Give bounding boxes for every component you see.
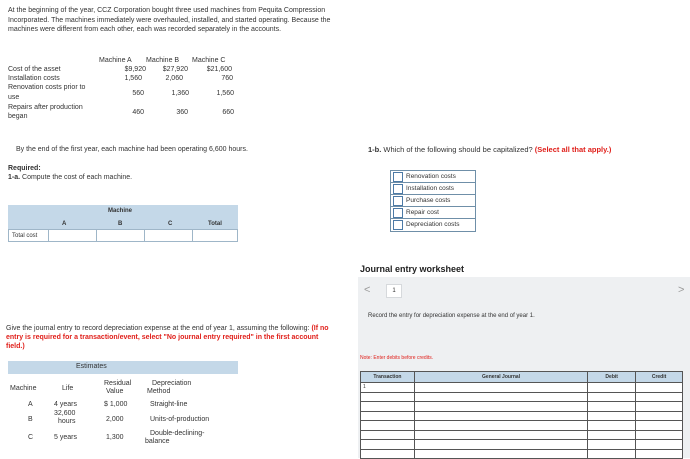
cost-input-total[interactable] — [193, 230, 237, 241]
table-row — [361, 392, 683, 402]
option-installation-costs[interactable] — [391, 183, 475, 195]
prev-arrow-icon[interactable]: < — [364, 284, 371, 296]
debit-input[interactable] — [588, 402, 636, 412]
capitalize-options — [390, 170, 476, 232]
est-residual-b: 2,000 — [106, 416, 124, 423]
credit-input[interactable] — [636, 411, 683, 421]
cost-row-label: Renovation costs prior to — [8, 84, 86, 91]
checkbox[interactable] — [393, 208, 403, 218]
cost-row-label-cont: began — [8, 113, 28, 120]
header-machine-c: Machine C — [192, 57, 226, 64]
est-life-b-unit: hours — [58, 418, 76, 425]
est-method-b: Units-of-production — [150, 416, 210, 423]
cost-input-b[interactable] — [97, 230, 143, 241]
estimates-header-band — [8, 361, 238, 374]
txn-cell — [361, 449, 415, 459]
account-select[interactable] — [414, 402, 587, 412]
cost-cell: $9,920 — [124, 66, 146, 73]
est-machine-c: C — [28, 434, 34, 441]
txn-cell — [361, 392, 415, 402]
debits-before-credits-note: Note: Enter debits before credits. — [360, 355, 434, 361]
account-select[interactable] — [414, 392, 587, 402]
table-row — [361, 430, 683, 440]
option-repair-cost[interactable] — [391, 207, 475, 219]
cost-cell: 2,060 — [165, 75, 183, 82]
credit-input[interactable] — [636, 430, 683, 440]
cost-row-label: Installation costs — [8, 75, 60, 82]
journal-instructions-text: Give the journal entry to record depreciation expense at the end of year 1, assuming the following: — [6, 325, 312, 332]
est-method-c-cont: balance — [145, 438, 170, 445]
est-life-b: 32,600 — [54, 410, 76, 417]
est-machine-a: A — [28, 401, 33, 408]
checkbox[interactable] — [393, 196, 403, 206]
est-method-a: Straight-line — [150, 401, 188, 408]
journal-instructions-note: (If no entry is required for a transaction/event, select "No journal entry required" in the first account field.) — [6, 325, 329, 350]
option-label: Renovation costs — [406, 173, 456, 180]
est-machine-b: B — [28, 416, 33, 423]
header-machine-b: Machine B — [146, 57, 180, 64]
question-1b — [368, 145, 611, 154]
credit-input[interactable] — [636, 440, 683, 450]
txn-cell — [361, 430, 415, 440]
account-select[interactable] — [414, 421, 587, 431]
cost-cell: 360 — [176, 109, 188, 116]
account-select[interactable] — [414, 411, 587, 421]
table-1a-col-a: A — [62, 221, 67, 227]
page-tab-1[interactable]: 1 — [386, 284, 402, 298]
operating-hours-text: By the end of the first year, each machine had been operating 6,600 hours. — [16, 146, 248, 153]
col-debit: Debit — [588, 372, 636, 383]
table-1a-col-c: C — [168, 221, 173, 227]
txn-cell — [361, 440, 415, 450]
checkbox[interactable] — [393, 184, 403, 194]
cost-row-label: Cost of the asset — [8, 66, 61, 73]
debit-input[interactable] — [588, 383, 636, 393]
q1b-text: Which of the following should be capitalized? — [381, 145, 535, 154]
checkbox[interactable] — [393, 172, 403, 182]
journal-instructions — [6, 324, 336, 351]
cost-cell: $27,920 — [162, 66, 188, 73]
table-1a-row-label: Total cost — [12, 233, 38, 239]
q1b-number: 1-b. — [368, 145, 382, 154]
cost-input-c[interactable] — [145, 230, 191, 241]
credit-input[interactable] — [636, 383, 683, 393]
cost-cell: 560 — [132, 90, 144, 97]
est-residual-a: $ 1,000 — [104, 401, 128, 408]
journal-worksheet-title: Journal entry worksheet — [360, 264, 465, 274]
journal-table — [360, 371, 683, 459]
estimates-title: Estimates — [76, 363, 107, 370]
option-renovation-costs[interactable] — [391, 171, 475, 183]
account-select[interactable] — [414, 430, 587, 440]
est-header-value: Value — [106, 388, 124, 395]
table-row — [361, 402, 683, 412]
cost-cell: 460 — [132, 109, 144, 116]
cost-cell: 1,360 — [171, 90, 189, 97]
requirement-1a — [8, 174, 132, 181]
cost-input-a[interactable] — [49, 230, 95, 241]
problem-intro: At the beginning of the year, CCZ Corporation bought three used machines from Pequita Compression Incorporated. The machines immediately were overhauled, installed, and started operating. Because the machines were different from each other, each was recorded separately in the accounts. — [8, 7, 331, 33]
option-label: Repair cost — [406, 209, 439, 216]
est-life-c: 5 years — [54, 434, 77, 441]
est-header-method: Method — [147, 388, 171, 395]
cost-cell: 760 — [221, 75, 233, 82]
debit-input[interactable] — [588, 411, 636, 421]
credit-input[interactable] — [636, 449, 683, 459]
debit-input[interactable] — [588, 392, 636, 402]
option-depreciation-costs[interactable] — [391, 219, 475, 231]
cost-cell: 660 — [222, 109, 234, 116]
account-select[interactable] — [414, 449, 587, 459]
debit-input[interactable] — [588, 421, 636, 431]
table-row — [361, 411, 683, 421]
txn-number: 1 — [361, 383, 415, 393]
table-row — [361, 440, 683, 450]
est-header-life: Life — [62, 385, 74, 392]
option-label: Purchase costs — [406, 197, 451, 204]
table-row — [361, 449, 683, 459]
table-row — [361, 383, 683, 393]
debit-input[interactable] — [588, 440, 636, 450]
table-row — [361, 421, 683, 431]
option-purchase-costs[interactable] — [391, 195, 475, 207]
col-credit: Credit — [636, 372, 683, 383]
table-1a-col-total: Total — [208, 221, 222, 227]
cost-cell: 1,560 — [124, 75, 142, 82]
debit-input[interactable] — [588, 449, 636, 459]
credit-input[interactable] — [636, 392, 683, 402]
req-1a-text: Compute the cost of each machine. — [20, 174, 133, 181]
cost-cell: 1,560 — [216, 90, 234, 97]
debit-input[interactable] — [588, 430, 636, 440]
account-select[interactable] — [414, 383, 587, 393]
checkbox[interactable] — [393, 220, 403, 230]
est-header-residual: Residual — [104, 380, 132, 387]
required-label: Required: — [8, 165, 41, 172]
est-method-c: Double-declining- — [150, 430, 205, 437]
credit-input[interactable] — [636, 421, 683, 431]
est-header-dep: Depreciation — [152, 380, 192, 387]
col-general-journal: General Journal — [414, 372, 587, 383]
journal-entry-instruction: Record the entry for depreciation expense at the end of year 1. — [368, 313, 535, 319]
account-select[interactable] — [414, 440, 587, 450]
option-label: Installation costs — [406, 185, 455, 192]
cost-row-label: Repairs after production — [8, 104, 83, 111]
est-life-a: 4 years — [54, 401, 77, 408]
col-transaction: Transaction — [361, 372, 415, 383]
header-machine-a: Machine A — [99, 57, 132, 64]
txn-cell — [361, 402, 415, 412]
next-arrow-icon[interactable]: > — [678, 284, 685, 296]
est-header-machine: Machine — [10, 385, 37, 392]
cost-row-label-cont: use — [8, 94, 20, 101]
q1b-select-all: (Select all that apply.) — [534, 145, 612, 154]
table-1a-col-b: B — [118, 221, 123, 227]
option-label: Depreciation costs — [406, 221, 460, 228]
cost-cell: $21,600 — [206, 66, 232, 73]
txn-cell — [361, 411, 415, 421]
credit-input[interactable] — [636, 402, 683, 412]
table-1a-machine-header: Machine — [108, 208, 133, 214]
req-1a-number: 1-a. — [8, 174, 21, 181]
txn-cell — [361, 421, 415, 431]
est-residual-c: 1,300 — [106, 434, 124, 441]
